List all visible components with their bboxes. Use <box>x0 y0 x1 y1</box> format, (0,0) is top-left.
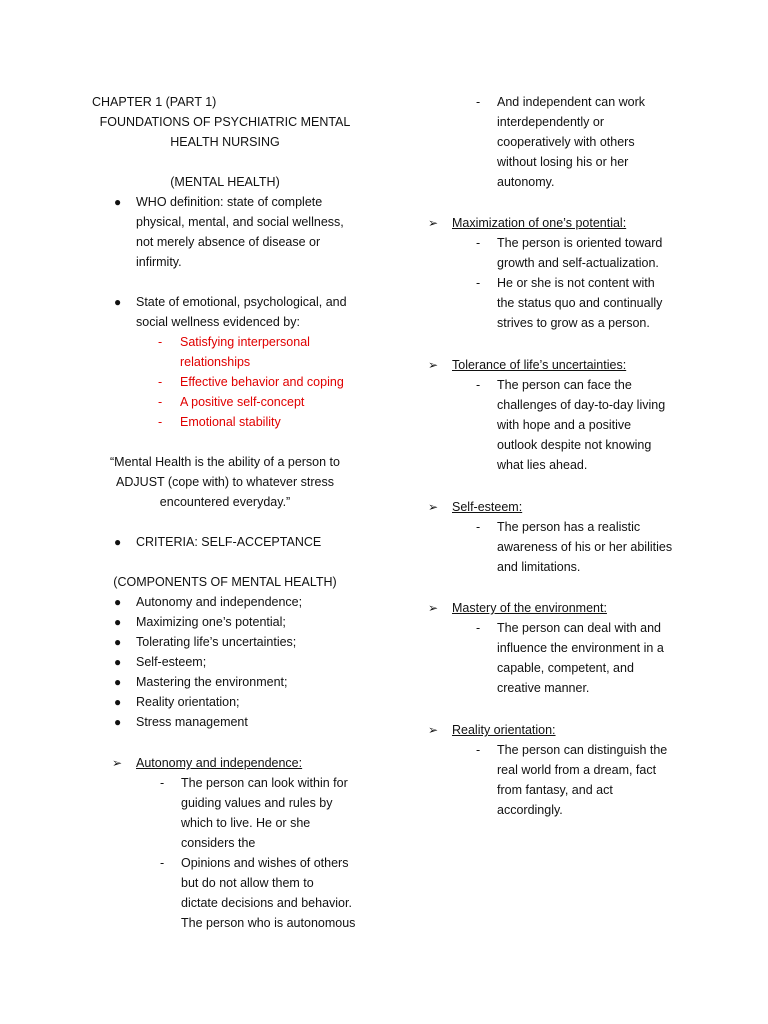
who-definition-line: physical, mental, and social wellness, <box>136 215 344 229</box>
autonomy-continued-line: without losing his or her <box>497 155 629 169</box>
state-definition-line: State of emotional, psychological, and <box>136 295 347 309</box>
dash-icon: - <box>476 95 481 109</box>
evidence-item: relationships <box>180 355 251 369</box>
section-item-line: outlook despite not knowing <box>497 438 652 452</box>
section-heading-mastery: Mastery of the environment: <box>452 601 607 615</box>
autonomy-item-line: dictate decisions and behavior. <box>181 896 352 910</box>
autonomy-item-line: guiding values and rules by <box>181 796 333 810</box>
quote-line: “Mental Health is the ability of a person to <box>110 455 340 469</box>
arrow-bullet-icon: ➢ <box>428 358 439 372</box>
dash-icon: - <box>160 856 165 870</box>
autonomy-item-line: which to live. He or she <box>181 816 311 830</box>
evidence-item: A positive self-concept <box>180 395 305 409</box>
bullet-dot-icon: ● <box>114 595 122 609</box>
component-item: Maximizing one’s potential; <box>136 615 286 629</box>
evidence-item: Emotional stability <box>180 415 281 429</box>
autonomy-item-line: The person can look within for <box>181 776 348 790</box>
bullet-dot-icon: ● <box>114 655 122 669</box>
dash-icon: - <box>158 335 163 349</box>
chapter-label: CHAPTER 1 (PART 1) <box>92 95 217 109</box>
dash-icon: - <box>476 621 481 635</box>
mental-health-heading: (MENTAL HEALTH) <box>170 175 280 189</box>
dash-icon: - <box>476 236 481 250</box>
section-item-line: The person can face the <box>497 378 632 392</box>
component-item: Autonomy and independence; <box>136 595 303 609</box>
section-item-line: creative manner. <box>497 681 590 695</box>
arrow-bullet-icon: ➢ <box>428 601 439 615</box>
arrow-bullet-icon: ➢ <box>428 216 439 230</box>
dash-icon: - <box>158 415 163 429</box>
autonomy-item-line: Opinions and wishes of others <box>181 856 349 870</box>
section-heading-maximization: Maximization of one’s potential: <box>452 216 627 230</box>
section-item-line: the status quo and continually <box>497 296 663 310</box>
dash-icon: - <box>158 395 163 409</box>
section-item-line: accordingly. <box>497 803 563 817</box>
autonomy-item-line: considers the <box>181 836 256 850</box>
dash-icon: - <box>476 743 481 757</box>
section-item-line: The person can deal with and <box>497 621 661 635</box>
section-item-line: challenges of day-to-day living <box>497 398 666 412</box>
evidence-item: Effective behavior and coping <box>180 375 344 389</box>
section-item-line: from fantasy, and act <box>497 783 613 797</box>
autonomy-continued-line: interdependently or <box>497 115 605 129</box>
section-item-line: real world from a dream, fact <box>497 763 657 777</box>
section-item-line: strives to grow as a person. <box>497 316 650 330</box>
autonomy-continued-line: And independent can work <box>497 95 646 109</box>
who-definition-line: WHO definition: state of complete <box>136 195 323 209</box>
who-definition-line: infirmity. <box>136 255 182 269</box>
evidence-item: Satisfying interpersonal <box>180 335 310 349</box>
section-item-line: awareness of his or her abilities <box>497 540 673 554</box>
dash-icon: - <box>476 276 481 290</box>
page-title-line2: HEALTH NURSING <box>170 135 280 149</box>
who-definition-line: not merely absence of disease or <box>136 235 321 249</box>
bullet-dot-icon: ● <box>114 675 122 689</box>
dash-icon: - <box>476 378 481 392</box>
section-heading-reality: Reality orientation: <box>452 723 556 737</box>
dash-icon: - <box>476 520 481 534</box>
component-item: Stress management <box>136 715 248 729</box>
bullet-dot-icon: ● <box>114 715 122 729</box>
bullet-dot-icon: ● <box>114 295 122 309</box>
section-item-line: influence the environment in a <box>497 641 664 655</box>
section-heading-tolerance: Tolerance of life’s uncertainties: <box>452 358 627 372</box>
component-item: Tolerating life’s uncertainties; <box>136 635 297 649</box>
arrow-bullet-icon: ➢ <box>428 500 439 514</box>
bullet-dot-icon: ● <box>114 195 122 209</box>
quote-line: encountered everyday.” <box>159 495 291 509</box>
section-item-line: The person is oriented toward <box>497 236 663 250</box>
dash-icon: - <box>158 375 163 389</box>
bullet-dot-icon: ● <box>114 615 122 629</box>
component-item: Self-esteem; <box>136 655 207 669</box>
section-item-line: capable, competent, and <box>497 661 634 675</box>
component-item: Mastering the environment; <box>136 675 288 689</box>
criteria-text: CRITERIA: SELF-ACCEPTANCE <box>136 535 322 549</box>
components-heading: (COMPONENTS OF MENTAL HEALTH) <box>113 575 337 589</box>
arrow-bullet-icon: ➢ <box>428 723 439 737</box>
bullet-dot-icon: ● <box>114 535 122 549</box>
section-item-line: and limitations. <box>497 560 581 574</box>
section-item-line: The person has a realistic <box>497 520 641 534</box>
autonomy-item-line: but do not allow them to <box>181 876 314 890</box>
section-heading-self-esteem: Self-esteem: <box>452 500 523 514</box>
quote-line: ADJUST (cope with) to whatever stress <box>116 475 334 489</box>
autonomy-continued-line: cooperatively with others <box>497 135 635 149</box>
dash-icon: - <box>160 776 165 790</box>
section-item-line: what lies ahead. <box>497 458 588 472</box>
section-heading-autonomy: Autonomy and independence: <box>136 756 303 770</box>
arrow-bullet-icon: ➢ <box>112 756 123 770</box>
page-title-line1: FOUNDATIONS OF PSYCHIATRIC MENTAL <box>99 115 351 129</box>
autonomy-item-line: The person who is autonomous <box>181 916 356 930</box>
bullet-dot-icon: ● <box>114 695 122 709</box>
state-definition-line: social wellness evidenced by: <box>136 315 300 329</box>
section-item-line: The person can distinguish the <box>497 743 668 757</box>
component-item: Reality orientation; <box>136 695 240 709</box>
section-item-line: He or she is not content with <box>497 276 655 290</box>
autonomy-continued-line: autonomy. <box>497 175 555 189</box>
section-item-line: with hope and a positive <box>497 418 632 432</box>
bullet-dot-icon: ● <box>114 635 122 649</box>
section-item-line: growth and self-actualization. <box>497 256 659 270</box>
